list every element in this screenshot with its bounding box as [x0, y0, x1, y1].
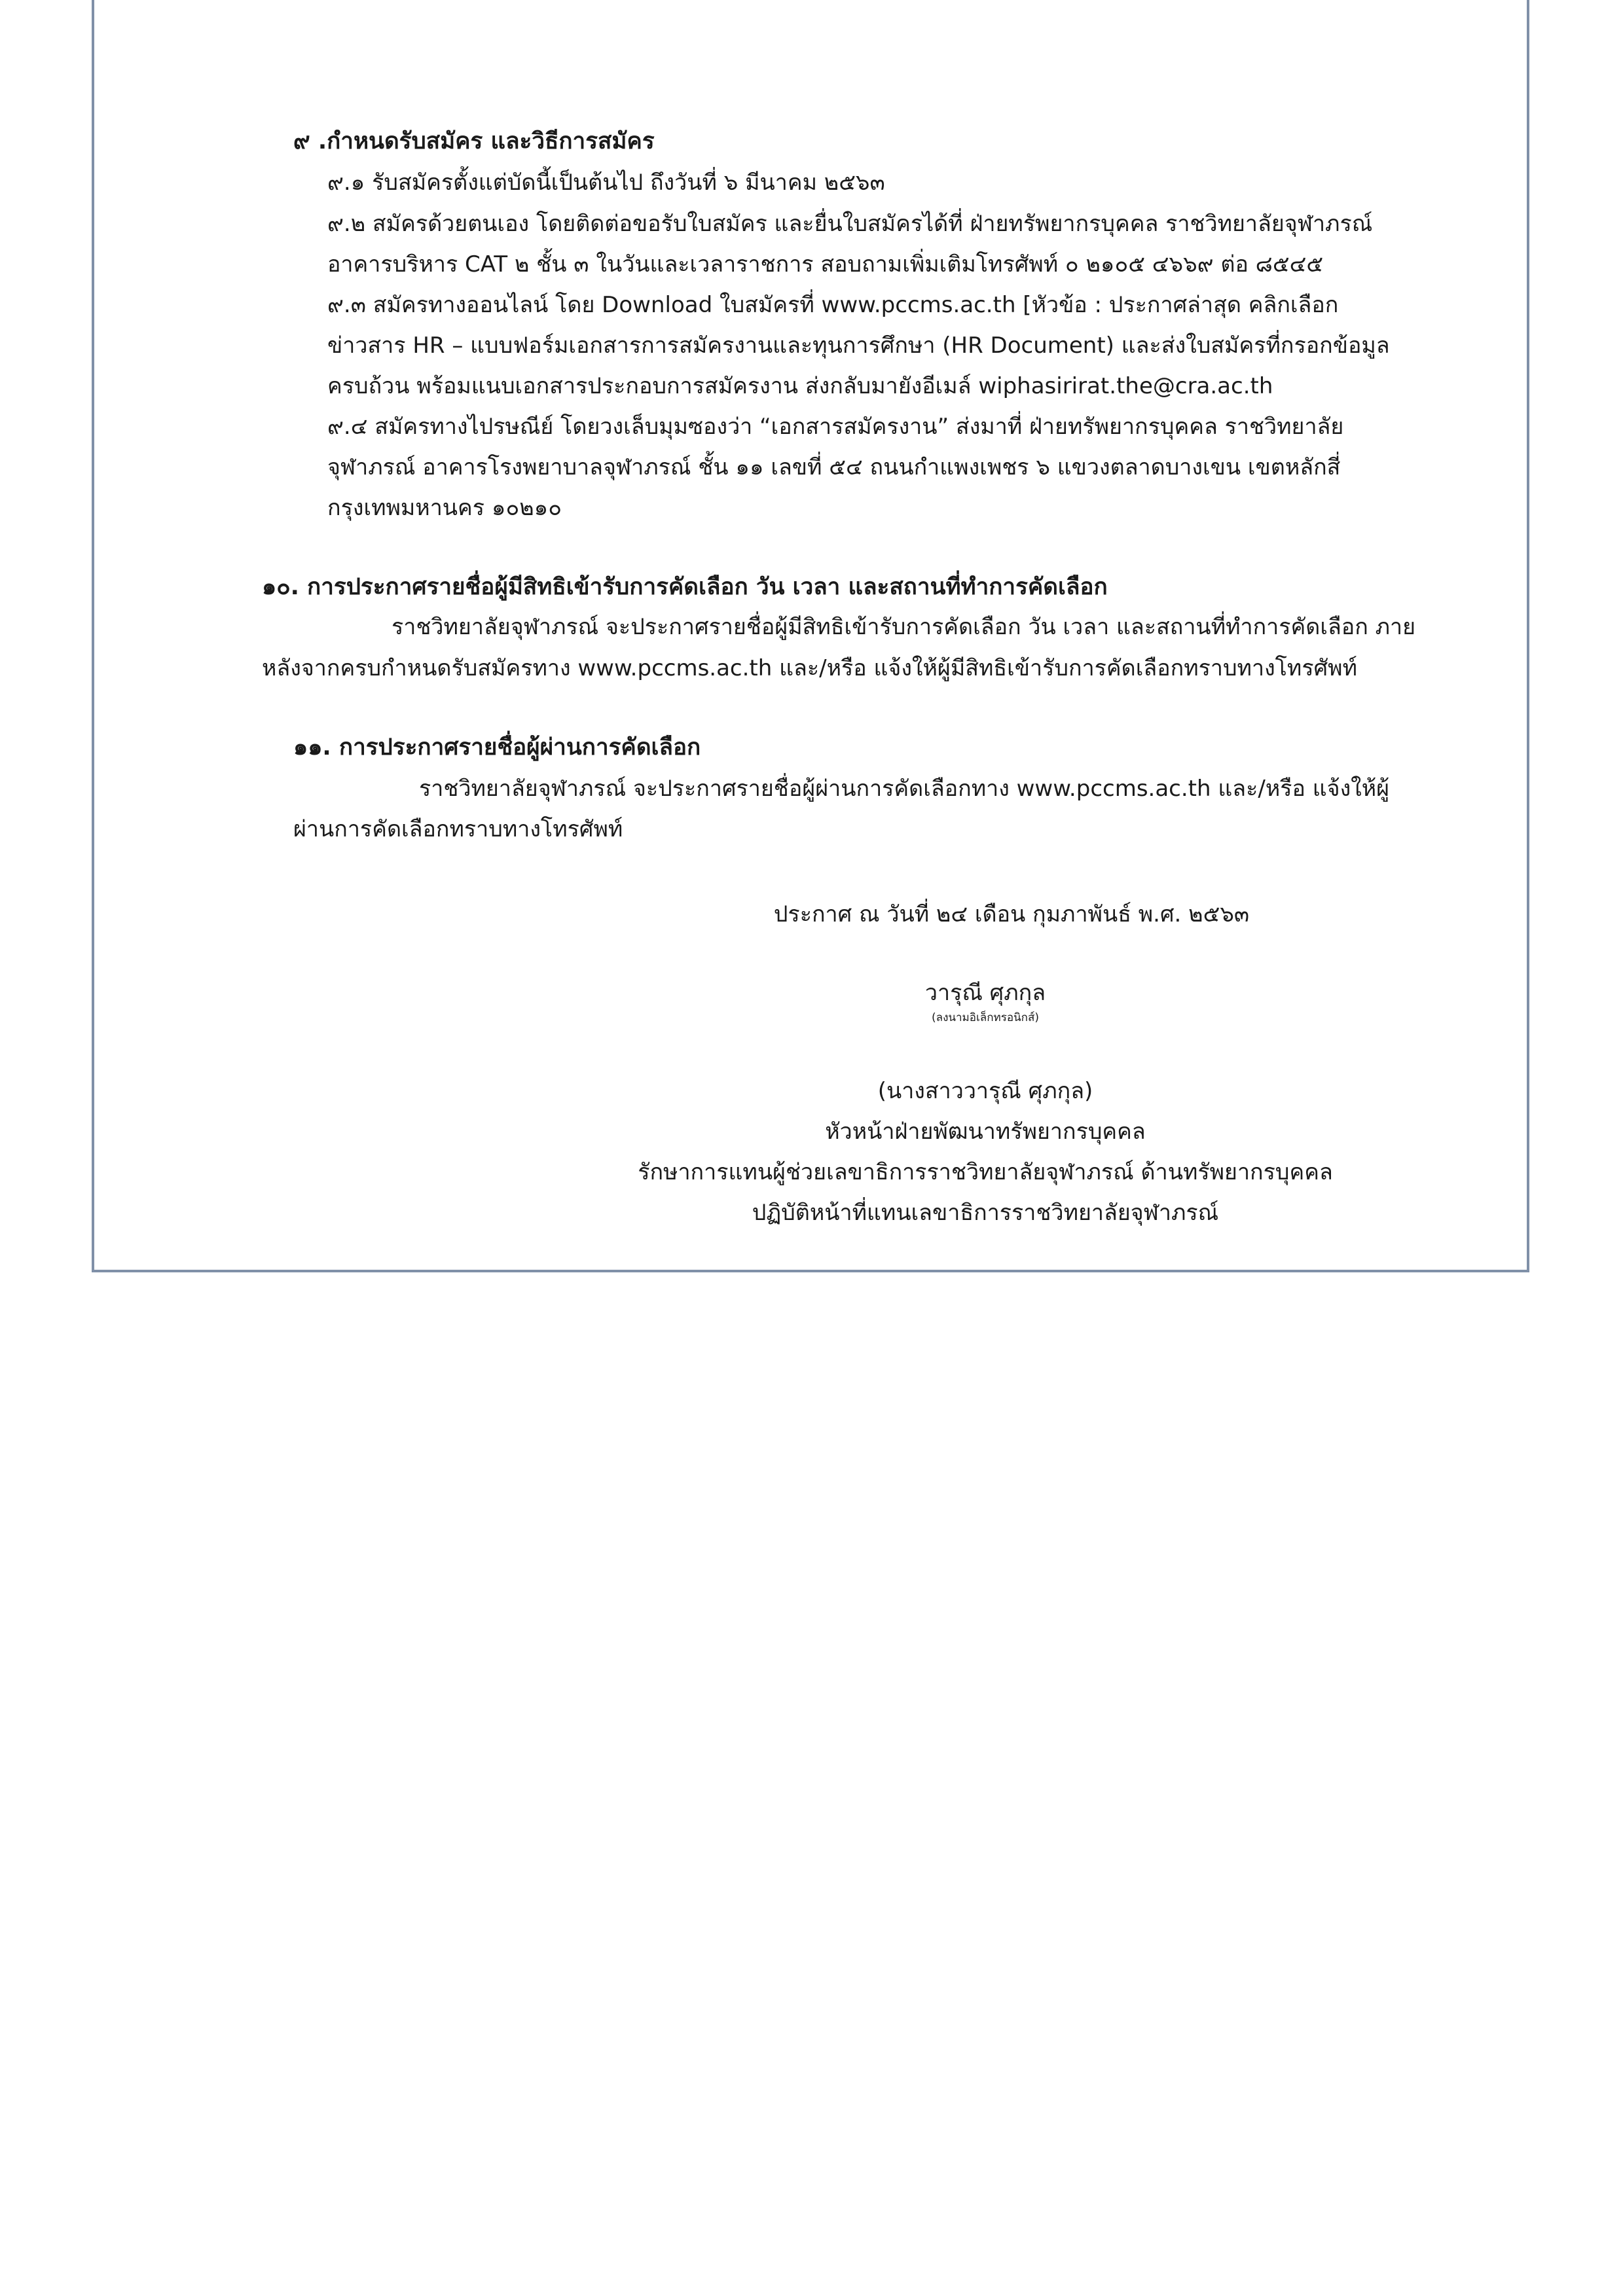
signer-full-name: (นางสาววารุณี ศุภกุล) [877, 1078, 1093, 1104]
section-9-item-3-line-1: ๙.๓ สมัครทางออนไลน์ โดย Download ใบสมัครที่ www.pccms.ac.th [หัวข้อ : ประกาศล่าสุด คลิกเลือก [327, 292, 1339, 318]
announcement-date: ประกาศ ณ วันที่ ๒๔ เดือน กุมภาพันธ์ พ.ศ. ๒๕๖๓ [773, 901, 1250, 927]
section-9-heading: ๙ .กำหนดรับสมัคร และวิธีการสมัคร [293, 128, 655, 154]
signer-position-1: หัวหน้าฝ่ายพัฒนาทรัพยากรบุคคล [825, 1119, 1146, 1145]
section-9-item-4-line-1: ๙.๔ สมัครทางไปรษณีย์ โดยวงเล็บมุมซองว่า “เอกสารสมัครงาน” ส่งมาที่ ฝ่ายทรัพยากรบุคคล ราชวิทยาลัย [327, 414, 1344, 440]
section-10-line-2: หลังจากครบกำหนดรับสมัครทาง www.pccms.ac.th และ/หรือ แจ้งให้ผู้มีสิทธิเข้ารับการคัดเลือกทราบทางโทรศัพท์ [262, 655, 1358, 681]
section-10-heading: ๑๐. การประกาศรายชื่อผู้มีสิทธิเข้ารับการคัดเลือก วัน เวลา และสถานที่ทำการคัดเลือก [262, 574, 1108, 600]
signer-position-2: รักษาการแทนผู้ช่วยเลขาธิการราชวิทยาลัยจุฬาภรณ์ ด้านทรัพยากรบุคคล [638, 1159, 1333, 1185]
signer-position-3: ปฏิบัติหน้าที่แทนเลขาธิการราชวิทยาลัยจุฬาภรณ์ [752, 1200, 1219, 1226]
section-9-item-2-line-1: ๙.๒ สมัครด้วยตนเอง โดยติดต่อขอรับใบสมัคร และยื่นใบสมัครได้ที่ ฝ่ายทรัพยากรบุคคล ราชวิทยาลัยจุฬาภรณ์ [327, 211, 1373, 237]
signer-name: วารุณี ศุภกุล [924, 980, 1046, 1006]
e-signature-note: (ลงนามอิเล็กทรอนิกส์) [932, 1011, 1039, 1024]
section-11-heading: ๑๑. การประกาศรายชื่อผู้ผ่านการคัดเลือก [293, 734, 701, 761]
section-9-item-3-line-3: ครบถ้วน พร้อมแนบเอกสารประกอบการสมัครงาน ส่งกลับมายังอีเมล์ wiphasirirat.the@cra.ac.th [327, 373, 1273, 399]
section-9-item-3-line-2: ข่าวสาร HR – แบบฟอร์มเอกสารการสมัครงานและทุนการศึกษา (HR Document) และส่งใบสมัครที่กรอกข้อมูล [327, 332, 1390, 359]
section-11-line-1: ราชวิทยาลัยจุฬาภรณ์ จะประกาศรายชื่อผู้ผ่านการคัดเลือกทาง www.pccms.ac.th และ/หรือ แจ้งให้ผู้ [419, 776, 1390, 802]
section-9-item-2-line-2: อาคารบริหาร CAT ๒ ชั้น ๓ ในวันและเวลาราชการ สอบถามเพิ่มเติมโทรศัพท์ ๐ ๒๑๐๕ ๔๖๖๙ ต่อ ๘๕๔๕ [327, 251, 1324, 278]
section-9-item-1: ๙.๑ รับสมัครตั้งแต่บัดนี้เป็นต้นไป ถึงวันที่ ๖ มีนาคม ๒๕๖๓ [327, 170, 885, 196]
section-9-item-4-line-3: กรุงเทพมหานคร ๑๐๒๑๐ [327, 495, 562, 521]
section-9-item-4-line-2: จุฬาภรณ์ อาคารโรงพยาบาลจุฬาภรณ์ ชั้น ๑๑ เลขที่ ๕๔ ถนนกำแพงเพชร ๖ แขวงตลาดบางเขน เขตหลักสี่ [327, 454, 1341, 480]
section-11-line-2: ผ่านการคัดเลือกทราบทางโทรศัพท์ [293, 816, 623, 842]
section-10-line-1: ราชวิทยาลัยจุฬาภรณ์ จะประกาศรายชื่อผู้มีสิทธิเข้ารับการคัดเลือก วัน เวลา และสถานที่ทำการคัดเลือก ภาย [392, 614, 1416, 640]
